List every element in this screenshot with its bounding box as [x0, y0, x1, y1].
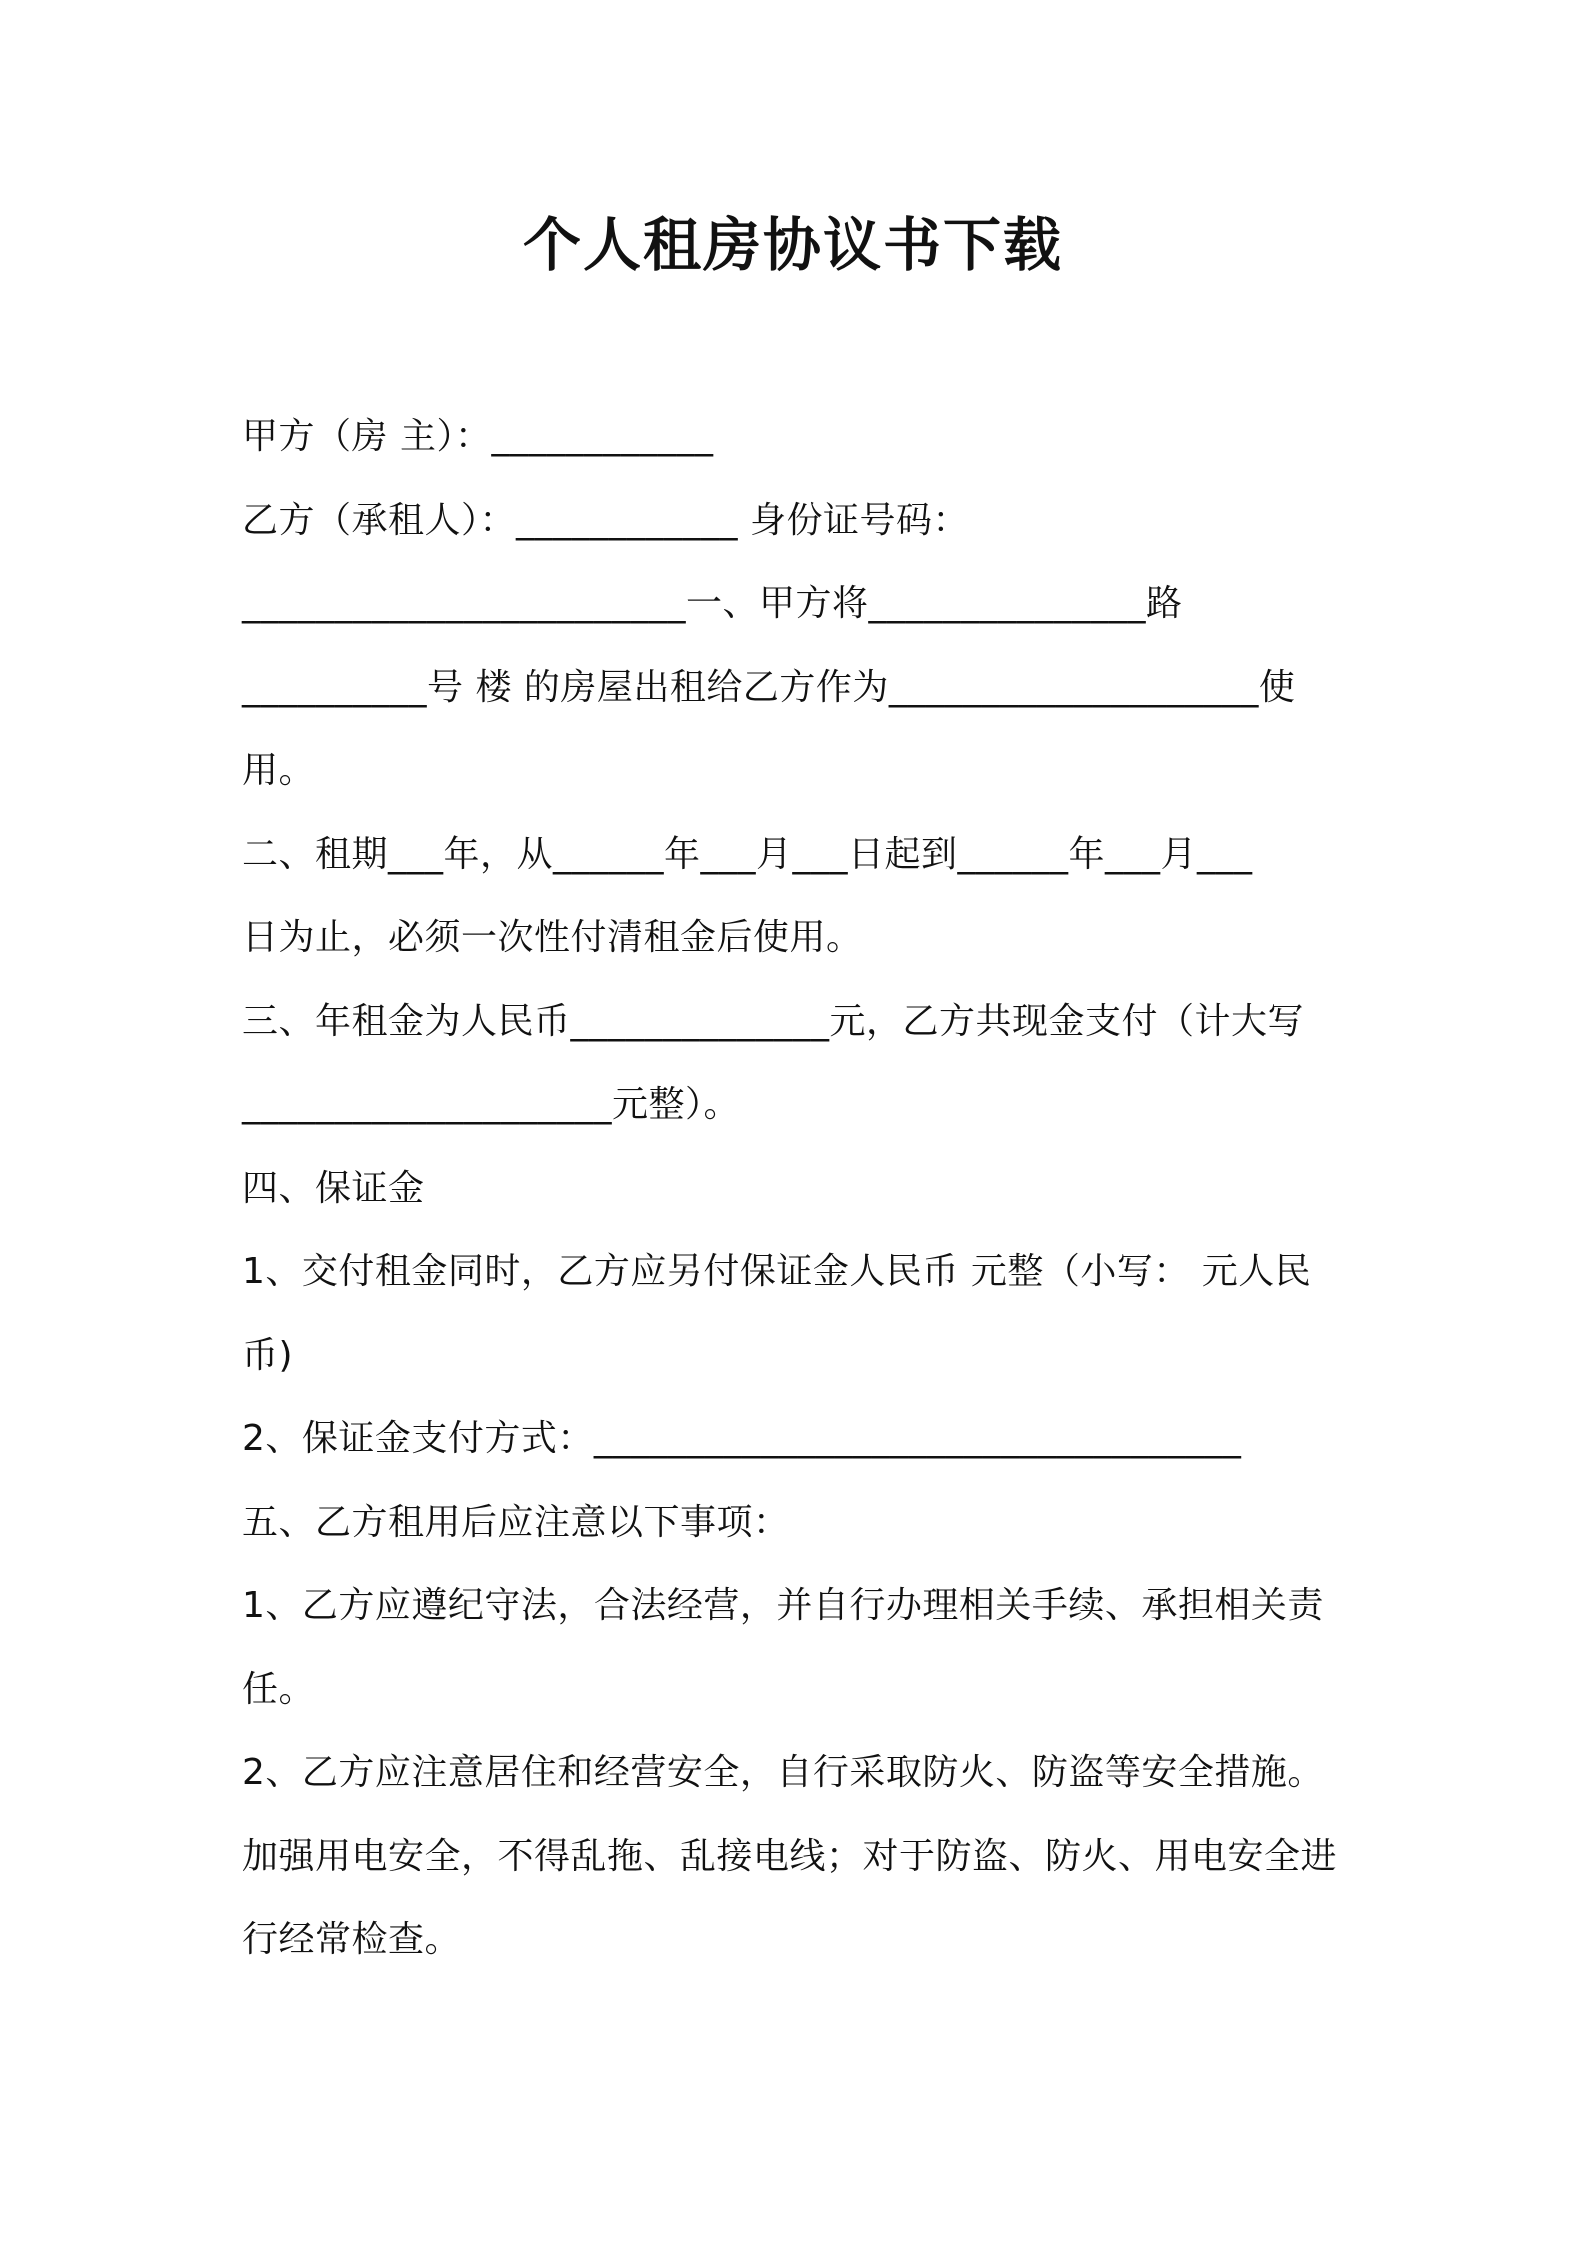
clause-5-item-1-line-1: 1、乙方应遵纪守法，合法经营，并自行办理相关手续、承担相关责 [242, 1585, 1324, 1626]
clause-2-line-1: 二、租期___年，从______年___月___日起到______年___月___ [242, 834, 1253, 875]
party-a-line: 甲方（房 主）：____________ [242, 416, 714, 457]
clause-1-line-2: __________号 楼 的房屋出租给乙方作为____________________使 [242, 667, 1296, 708]
clause-2-line-2: 日为止，必须一次性付清租金后使用。 [242, 917, 863, 958]
document-title: 个人租房协议书下载 [522, 211, 1063, 279]
party-b-line: 乙方（承租人）：____________ 身份证号码： [242, 500, 969, 541]
clause-4-item-1-line-1: 1、交付租金同时，乙方应另付保证金人民币 元整（小写： 元人民 [242, 1251, 1312, 1292]
clause-4-item-1-line-2: 币) [242, 1335, 294, 1376]
clause-4-heading: 四、保证金 [242, 1168, 425, 1209]
clause-3-line-2: ____________________元整）。 [242, 1084, 741, 1125]
clause-4-item-2: 2、保证金支付方式：___________________________________ [242, 1418, 1242, 1459]
clause-5-item-2-line-1: 2、乙方应注意居住和经营安全，自行采取防火、防盗等安全措施。 [242, 1752, 1324, 1793]
clause-5-item-2-line-2: 加强用电安全，不得乱拖、乱接电线；对于防盗、防火、用电安全进 [242, 1836, 1338, 1877]
clause-1-line-1: ________________________一、甲方将_______________路 [242, 583, 1183, 624]
clause-5-heading: 五、乙方租用后应注意以下事项： [242, 1502, 790, 1543]
clause-5-item-2-line-3: 行经常检查。 [242, 1919, 462, 1960]
clause-1-line-3: 用。 [242, 750, 316, 791]
clause-3-line-1: 三、年租金为人民币______________元，乙方共现金支付（计大写 [242, 1001, 1305, 1042]
clause-5-item-1-line-2: 任。 [242, 1669, 316, 1710]
